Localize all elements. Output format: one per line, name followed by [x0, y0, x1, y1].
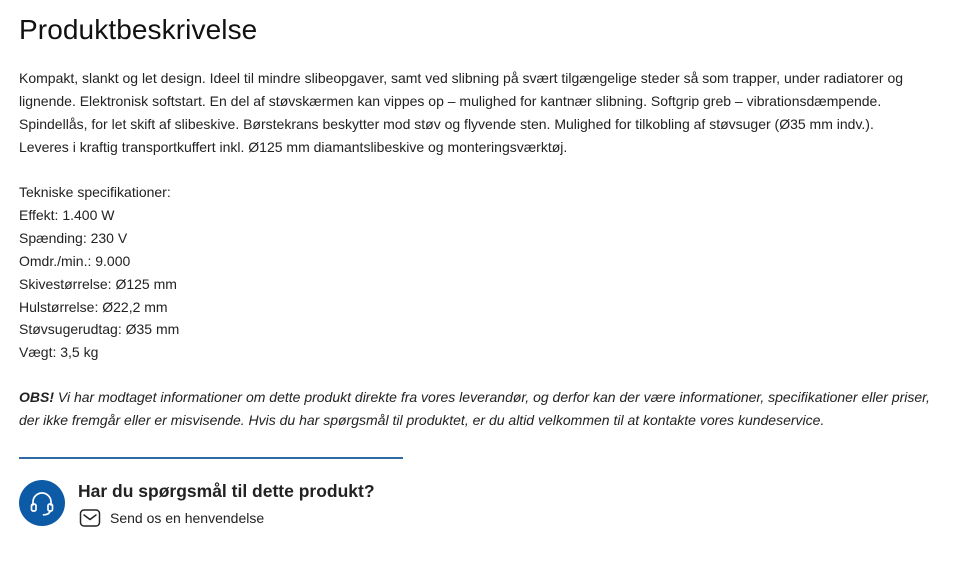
description-line: Leveres i kraftig transportkuffert inkl. Ø125 mm diamantslibeskive og monteringsværktøj. [19, 139, 568, 155]
product-description [19, 67, 919, 159]
spec-item-dust-outlet: Støvsugerudtag: Ø35 mm [19, 321, 180, 338]
headset-icon [19, 480, 65, 526]
notice-line [19, 386, 939, 409]
product-question-box [19, 480, 619, 530]
spec-item-power: Effekt: 1.400 W [19, 206, 115, 223]
description-line: Kompakt, slankt og let design. Ideel til mindre slibeopgaver, samt ved slibning på svært tilgængelige steder så som trapper, under radiatorer og [19, 70, 904, 86]
notice-line: der ikke fremgår eller er misvisende. Hvis du har spørgsmål til produktet, er du altid velkommen til at kontakte vores kundeservice. [19, 412, 825, 428]
question-heading: Har du spørgsmål til dette produkt? [78, 481, 375, 501]
spec-item-voltage: Spænding: 230 V [19, 229, 128, 246]
notice-label: OBS! [19, 389, 54, 405]
technical-specifications [19, 181, 179, 364]
mail-icon [79, 508, 101, 528]
spec-item-rpm: Omdr./min.: 9.000 [19, 252, 131, 269]
spec-item-weight: Vægt: 3,5 kg [19, 344, 99, 361]
page-title: Produktbeskrivelse [19, 14, 258, 45]
specs-heading: Tekniske specifikationer: [19, 184, 171, 200]
notice-text: Vi har modtaget informationer om dette produkt direkte fra vores leverandør, og derfor kan der være informationer, specifikationer eller priser, [54, 389, 930, 405]
description-line: lignende. Elektronisk softstart. En del af støvskærmen kan vippes op – mulighed for kantnær slibning. Softgrip greb – vibrationsdæmpende. [19, 93, 882, 109]
spec-item-disc-size: Skivestørrelse: Ø125 mm [19, 275, 177, 292]
description-line: Spindellås, for let skift af slibeskive. Børstekrans beskytter mod støv og flyvende sten. Mulighed for tilkobling af støvsuger (Ø35 mm indv.). [19, 116, 874, 132]
spec-item-bore-size: Hulstørrelse: Ø22,2 mm [19, 298, 168, 315]
send-inquiry-link[interactable] [79, 507, 264, 529]
section-divider [19, 457, 403, 459]
supplier-notice [19, 386, 939, 432]
send-inquiry-label: Send os en henvendelse [110, 510, 265, 526]
